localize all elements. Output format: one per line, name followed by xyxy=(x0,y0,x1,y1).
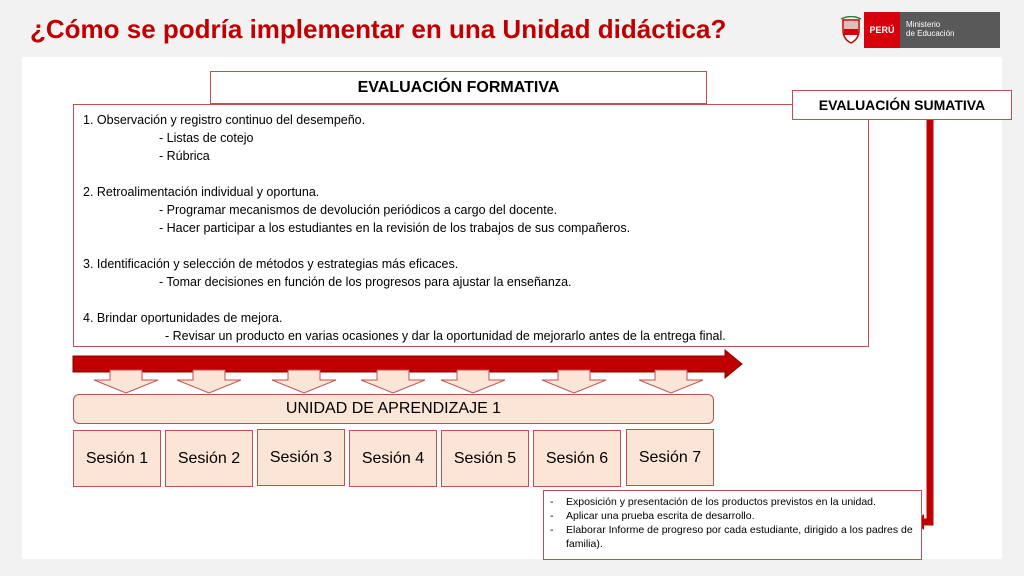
list-item xyxy=(550,523,915,551)
sumativa-connector xyxy=(924,120,930,522)
down-arrow xyxy=(639,370,703,393)
list-item xyxy=(550,509,915,523)
list-spacer xyxy=(83,291,868,309)
evaluacion-sumativa-heading: EVALUACIÓN SUMATIVA xyxy=(792,90,1012,120)
list-item: 3. Identificación y selección de métodos y estrategias más eficaces. xyxy=(83,257,459,271)
down-arrow xyxy=(94,370,158,393)
list-item: - Listas de cotejo xyxy=(159,131,254,145)
down-arrow xyxy=(177,370,241,393)
list-spacer xyxy=(83,165,868,183)
down-arrows xyxy=(94,370,703,393)
list-item xyxy=(550,495,915,509)
unidad-aprendizaje-bar: UNIDAD DE APRENDIZAJE 1 xyxy=(73,394,714,424)
bullet: - xyxy=(550,510,554,522)
sesion-7: Sesión 7 xyxy=(626,429,714,486)
list-item: - Tomar decisiones en función de los progresos para ajustar la enseñanza. xyxy=(159,275,572,289)
bullet: - xyxy=(550,496,554,508)
item-text: Elaborar Informe de progreso por cada estudiante, dirigido a los padres de familia). xyxy=(566,524,913,550)
bullet: - xyxy=(550,524,554,536)
down-arrow xyxy=(441,370,505,393)
sesion-2: Sesión 2 xyxy=(165,430,253,487)
list-spacer xyxy=(83,237,868,255)
item-text: Aplicar una prueba escrita de desarrollo. xyxy=(566,510,755,522)
evaluacion-sumativa-list xyxy=(543,490,922,560)
sesion-5: Sesión 5 xyxy=(441,430,529,487)
down-arrow xyxy=(361,370,425,393)
down-arrow xyxy=(542,370,606,393)
list-item: 2. Retroalimentación individual y oportuna. xyxy=(83,185,320,199)
list-item: - Programar mecanismos de devolución periódicos a cargo del docente. xyxy=(159,203,558,217)
down-arrow xyxy=(272,370,336,393)
peru-label: PERÚ xyxy=(864,12,900,48)
ministry-line-2: de Educación xyxy=(906,29,955,38)
item-text: Exposición y presentación de los productos previstos en la unidad. xyxy=(566,496,876,508)
list-item: - Revisar un producto en varias ocasiones y dar la oportunidad de mejorarlo antes de la entrega final. xyxy=(165,329,726,343)
list-item: 1. Observación y registro continuo del desempeño. xyxy=(83,113,366,127)
sesion-4: Sesión 4 xyxy=(349,430,437,487)
list-item: - Hacer participar a los estudiantes en la revisión de los trabajos de sus compañeros. xyxy=(159,221,631,235)
sesion-1: Sesión 1 xyxy=(73,430,161,487)
evaluacion-formativa-heading: EVALUACIÓN FORMATIVA xyxy=(210,71,707,104)
sesion-3: Sesión 3 xyxy=(257,429,345,486)
evaluacion-formativa-list xyxy=(73,104,869,347)
list-item: - Rúbrica xyxy=(159,149,210,163)
ministry-line-1: Ministerio xyxy=(906,20,941,29)
sesion-6: Sesión 6 xyxy=(533,430,621,487)
slide-title: ¿Cómo se podría implementar en una Unidad didáctica? xyxy=(30,14,727,44)
list-item: 4. Brindar oportunidades de mejora. xyxy=(83,311,283,325)
